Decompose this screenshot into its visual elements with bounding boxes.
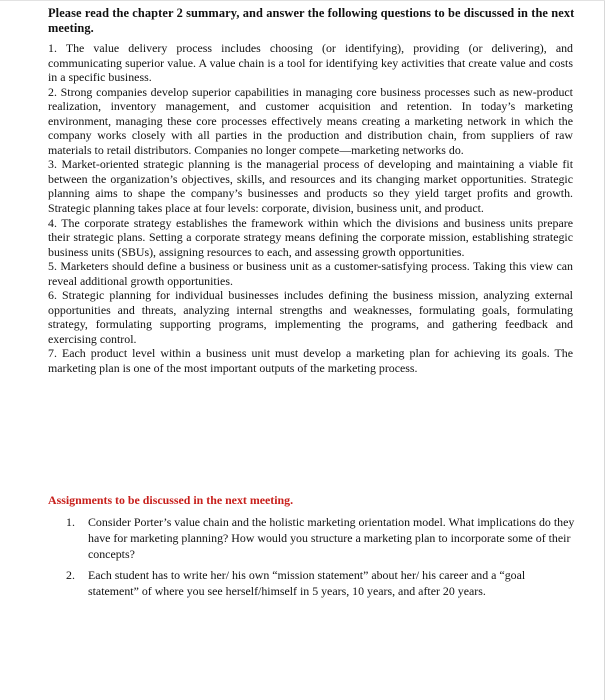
summary-point-5: 5. Marketers should define a business or business unit as a customer-satisfying process. Taking this view can reveal additional growth opportunities. xyxy=(48,259,573,288)
assignment-number: 2. xyxy=(66,568,75,583)
summary-point-6: 6. Strategic planning for individual businesses includes defining the business mission, analyzing external opportunities and threats, analyzing internal strengths and weaknesses, formulating goals, formulating strategy, formulating supporting programs, implementing the programs, and gathering feedback and exercising control. xyxy=(48,288,573,346)
top-divider xyxy=(0,0,605,1)
assignment-number: 1. xyxy=(66,515,75,529)
summary-point-4: 4. The corporate strategy establishes the framework within which the divisions and business units prepare their strategic plans. Setting a corporate strategy means defining the corporate mission, establishing strategic business units (SBUs), assigning resources to each, and assessing growth opportunities. xyxy=(48,215,573,259)
assignments-list xyxy=(66,515,576,606)
chapter-summary xyxy=(48,41,573,376)
assignment-text: Each student has to write her/ his own “mission statement” about her/ his career and a “goal statement” of where you see herself/himself in 5 years, 10 years, and after 20 years. xyxy=(88,568,526,599)
summary-point-2: 2. Strong companies develop superior capabilities in managing core business processes such as new-product realization, inventory management, and customer acquisition and retention. In today’s marketing environment, managing these core processes effectively means creating a marketing network in which the company works closely with all parties in the production and distribution chain, from suppliers of raw materials to retail distributors. Companies no longer compete—marketing networks do. xyxy=(48,84,573,157)
assignment-text: Consider Porter’s value chain and the holistic marketing orientation model. What implications do they have for marketing planning? How would you structure a marketing plan to incorporate some of their concepts? xyxy=(88,515,575,561)
assignment-item-1 xyxy=(66,515,576,562)
summary-point-7: 7. Each product level within a business unit must develop a marketing plan for achieving its goals. The marketing plan is one of the most important outputs of the marketing process. xyxy=(48,346,573,376)
summary-point-3: 3. Market-oriented strategic planning is the managerial process of developing and maintaining a viable fit between the organization’s objectives, skills, and resources and its changing market opportunities. Strategic planning aims to shape the company’s businesses and products so they yield target profits and growth. Strategic planning takes place at four levels: corporate, division, business unit, and product. xyxy=(48,157,573,216)
summary-point-1: 1. The value delivery process includes choosing (or identifying), providing (or delivering), and communicating superior value. A value chain is a tool for identifying key activities that create value and costs in a specific business. xyxy=(48,41,573,85)
assignments-heading: Assignments to be discussed in the next meeting. xyxy=(48,493,294,507)
assignment-item-2 xyxy=(66,568,576,600)
instructions-heading: Please read the chapter 2 summary, and answer the following questions to be discussed in the next meeting. xyxy=(48,6,575,35)
